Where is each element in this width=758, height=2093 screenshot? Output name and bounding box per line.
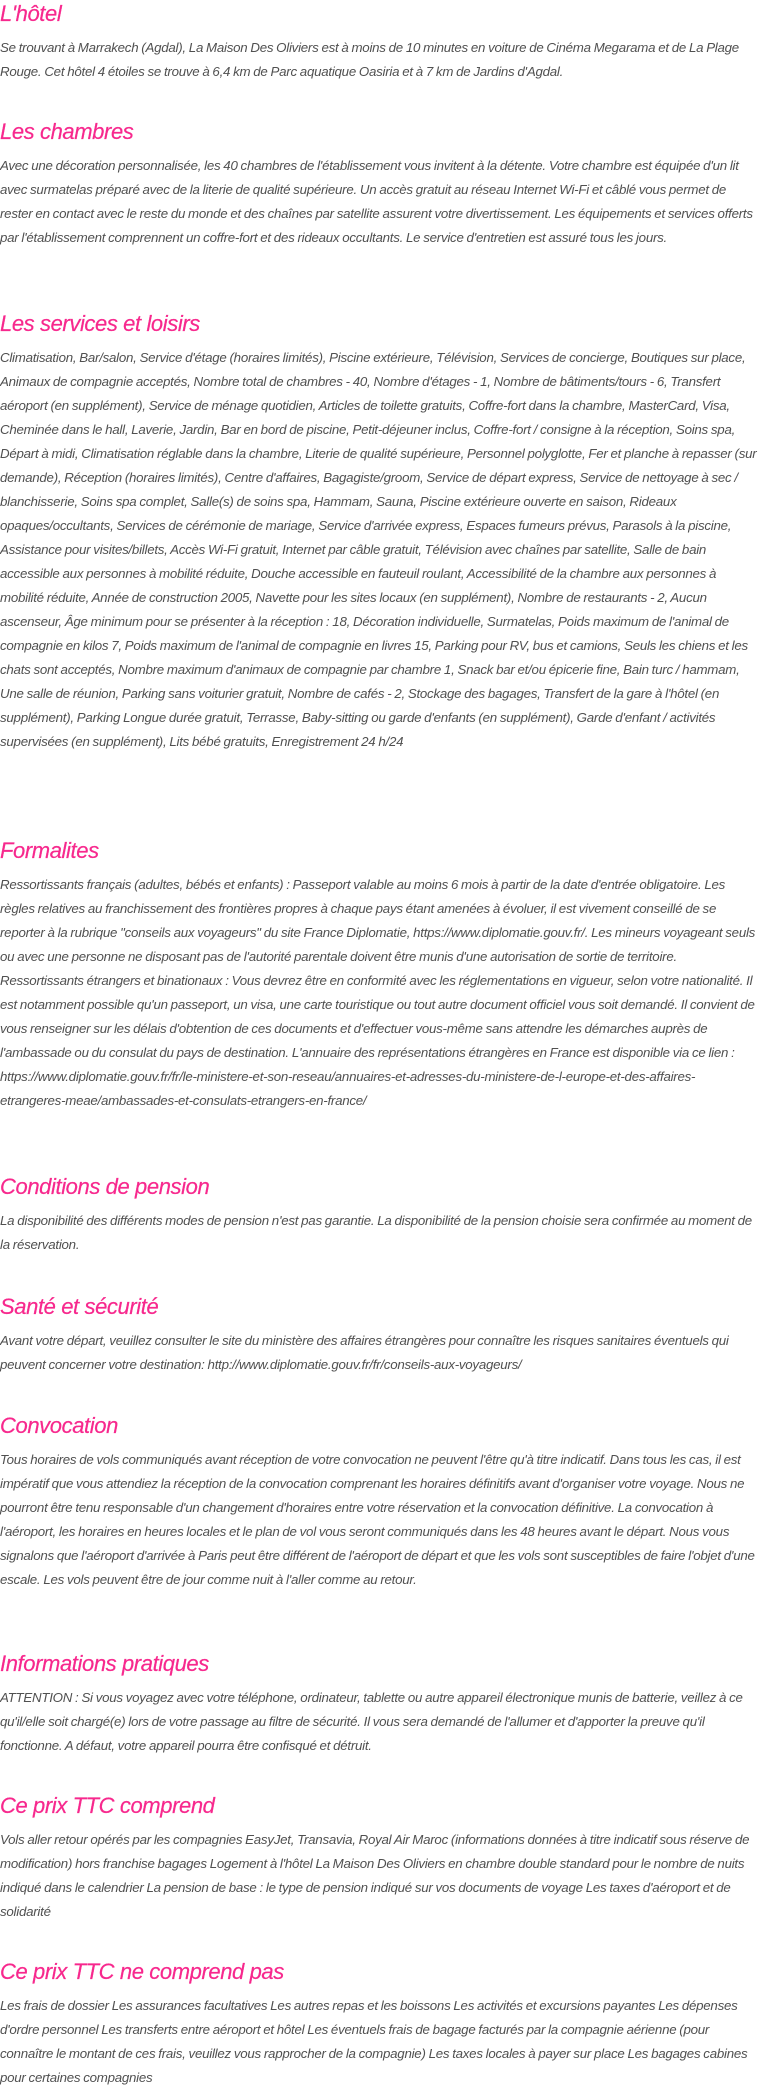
section-price-excludes bbox=[0, 1958, 758, 2090]
section-body-health-safety: Avant votre départ, veuillez consulter le site du ministère des affaires étrangères pour connaître les risques sanitaires éventuels qui peuvent concerner votre destination: http://www.diplomatie.gouv.fr/fr/conseils-aux-voyageurs/ bbox=[0, 1333, 729, 1372]
section-price-includes bbox=[0, 1792, 758, 1924]
section-body-price-includes: Vols aller retour opérés par les compagnies EasyJet, Transavia, Royal Air Maroc (informations données à titre indicatif sous réserve de modification) hors franchise bagages Logement à l'hôtel La Maison Des Oliviers en chambre double standard pour le nombre de nuits indiqué dans le calendrier La pension de base : le type de pension indiqué sur vos documents de voyage Les taxes d'aéroport et de solidarité bbox=[0, 1832, 750, 1919]
section-body-board-conditions: La disponibilité des différents modes de pension n'est pas garantie. La disponibilité de la pension choisie sera confirmée au moment de la réservation. bbox=[0, 1213, 752, 1252]
section-practical-info bbox=[0, 1650, 758, 1758]
section-body-convocation: Tous horaires de vols communiqués avant réception de votre convocation ne peuvent l'être qu'à titre indicatif. Dans tous les cas, il est impératif que vous attendiez la réception de la convocation comprenant les horaires définitifs avant d'organiser votre voyage. Nous ne pourront être tenu responsable d'un changement d'horaires entre votre réservation et la convocation définitive. La convocation à l'aéroport, les horaires en heures locales et le plan de vol vous seront communiqués dans les 48 heures avant le départ. Nous vous signalons que l'aéroport d'arrivée à Paris peut être différent de l'aéroport de départ et que les vols sont susceptibles de faire l'objet d'une escale. Les vols peuvent être de jour comme nuit à l'aller comme au retour. bbox=[0, 1452, 755, 1587]
section-title-price-excludes: Ce prix TTC ne comprend pas bbox=[0, 1959, 284, 1984]
section-title-convocation: Convocation bbox=[0, 1413, 118, 1438]
section-rooms bbox=[0, 118, 758, 250]
section-title-board-conditions: Conditions de pension bbox=[0, 1174, 210, 1199]
section-formalities bbox=[0, 837, 758, 1113]
section-health-safety bbox=[0, 1293, 758, 1377]
section-body-price-excludes: Les frais de dossier Les assurances facultatives Les autres repas et les boissons Les activités et excursions payantes Les dépenses d'ordre personnel Les transferts entre aéroport et hôtel Les éventuels frais de bagage facturés par la compagnie aérienne (pour connaître le montant de ces frais, veuillez vous rapprocher de la compagnie) Les taxes locales à payer sur place Les bagages cabines pour certaines compagnies bbox=[0, 1998, 748, 2085]
section-body-formalities: Ressortissants français (adultes, bébés et enfants) : Passeport valable au moins 6 mois à partir de la date d'entrée obligatoire. Les règles relatives au franchissement des frontières propres à chaque pays étant amenées à évoluer, il est vivement conseillé de se reporter à la rubrique "conseils aux voyageurs" du site France Diplomatie, https://www.diplomatie.gouv.fr/. Les mineurs voyageant seuls ou avec une personne ne disposant pas de l'autorité parentale doivent être munis d'une autorisation de sortie de territoire. Ressortissants étrangers et binationaux : Vous devrez être en conformité avec les réglementations en vigueur, selon votre nationalité. Il est notamment possible qu'un passeport, un visa, une carte touristique ou tout autre document officiel vous soit demandé. Il convient de vous renseigner sur les délais d'obtention de ces documents et d'effectuer vous-même sans attendre les démarches auprès de l'ambassade ou du consulat du pays de destination. L'annuaire des représentations étrangères en France est disponible via ce lien : https://www.diplomatie.gouv.fr/fr/le-ministere-et-son-reseau/annuaires-et-adresses-du-ministere-de-l-europe-et-des-affaires-etrangeres-meae/ambassades-et-consulats-etrangers-en-france/ bbox=[0, 877, 756, 1108]
section-title-price-includes: Ce prix TTC comprend bbox=[0, 1793, 215, 1818]
section-title-practical-info: Informations pratiques bbox=[0, 1651, 209, 1676]
section-title-rooms: Les chambres bbox=[0, 119, 134, 144]
section-title-health-safety: Santé et sécurité bbox=[0, 1294, 159, 1319]
section-body-hotel: Se trouvant à Marrakech (Agdal), La Maison Des Oliviers est à moins de 10 minutes en voiture de Cinéma Megarama et de La Plage Rouge. Cet hôtel 4 étoiles se trouve à 6,4 km de Parc aquatique Oasiria et à 7 km de Jardins d'Agdal. bbox=[0, 40, 739, 79]
section-body-services: Climatisation, Bar/salon, Service d'étage (horaires limités), Piscine extérieure, Télévision, Services de concierge, Boutiques sur place, Animaux de compagnie acceptés, Nombre total de chambres - 40, Nombre d'étages - 1, Nombre de bâtiments/tours - 6, Transfert aéroport (en supplément), Service de ménage quotidien, Articles de toilette gratuits, Coffre-fort dans la chambre, MasterCard, Visa, Cheminée dans le hall, Laverie, Jardin, Bar en bord de piscine, Petit-déjeuner inclus, Coffre-fort / consigne à la réception, Soins spa, Départ à midi, Climatisation réglable dans la chambre, Literie de qualité supérieure, Personnel polyglotte, Fer et planche à repasser (sur demande), Réception (horaires limités), Centre d'affaires, Bagagiste/groom, Service de départ express, Service de nettoyage à sec / blanchisserie, Soins spa complet, Salle(s) de soins spa, Hammam, Sauna, Piscine extérieure ouverte en saison, Rideaux opaques/occultants, Services de cérémonie de mariage, Service d'arrivée express, Espaces fumeurs prévus, Parasols à la piscine, Assistance pour visites/billets, Accès Wi-Fi gratuit, Internet par câble gratuit, Télévision avec chaînes par satellite, Salle de bain accessible aux personnes à mobilité réduite, Douche accessible en fauteuil roulant, Accessibilité de la chambre aux personnes à mobilité réduite, Année de construction 2005, Navette pour les sites locaux (en supplément), Nombre de restaurants - 2, Aucun ascenseur, Âge minimum pour se présenter à la réception : 18, Décoration individuelle, Surmatelas, Poids maximum de l'animal de compagnie en kilos 7, Poids maximum de l'animal de compagnie en livres 15, Parking pour RV, bus et camions, Seuls les chiens et les chats sont acceptés, Nombre maximum d'animaux de compagnie par chambre 1, Snack bar et/ou épicerie fine, Bain turc / hammam, Une salle de réunion, Parking sans voiturier gratuit, Nombre de cafés - 2, Stockage des bagages, Transfert de la gare à l'hôtel (en supplément), Parking Longue durée gratuit, Terrasse, Baby-sitting ou garde d'enfants (en supplément), Garde d'enfant / activités supervisées (en supplément), Lits bébé gratuits, Enregistrement 24 h/24 bbox=[0, 350, 757, 749]
section-title-services: Les services et loisirs bbox=[0, 311, 200, 336]
section-title-formalities: Formalites bbox=[0, 838, 99, 863]
section-convocation bbox=[0, 1412, 758, 1592]
section-hotel bbox=[0, 0, 758, 84]
section-board-conditions bbox=[0, 1173, 758, 1257]
section-body-practical-info: ATTENTION : Si vous voyagez avec votre téléphone, ordinateur, tablette ou autre appareil électronique munis de batterie, veillez à ce qu'il/elle soit chargé(e) lors de votre passage au filtre de sécurité. Il vous sera demandé de l'allumer et d'apporter la preuve qu'il fonctionne. A défaut, votre appareil pourra être confisqué et détruit. bbox=[0, 1690, 743, 1753]
section-body-rooms: Avec une décoration personnalisée, les 40 chambres de l'établissement vous invitent à la détente. Votre chambre est équipée d'un lit avec surmatelas préparé avec de la literie de qualité supérieure. Un accès gratuit au réseau Internet Wi-Fi et câblé vous permet de rester en contact avec le reste du monde et des chaînes par satellite assurent votre divertissement. Les équipements et services offerts par l'établissement comprennent un coffre-fort et des rideaux occultants. Le service d'entretien est assuré tous les jours. bbox=[0, 158, 753, 245]
section-title-hotel: L'hôtel bbox=[0, 1, 62, 26]
section-services bbox=[0, 310, 758, 754]
